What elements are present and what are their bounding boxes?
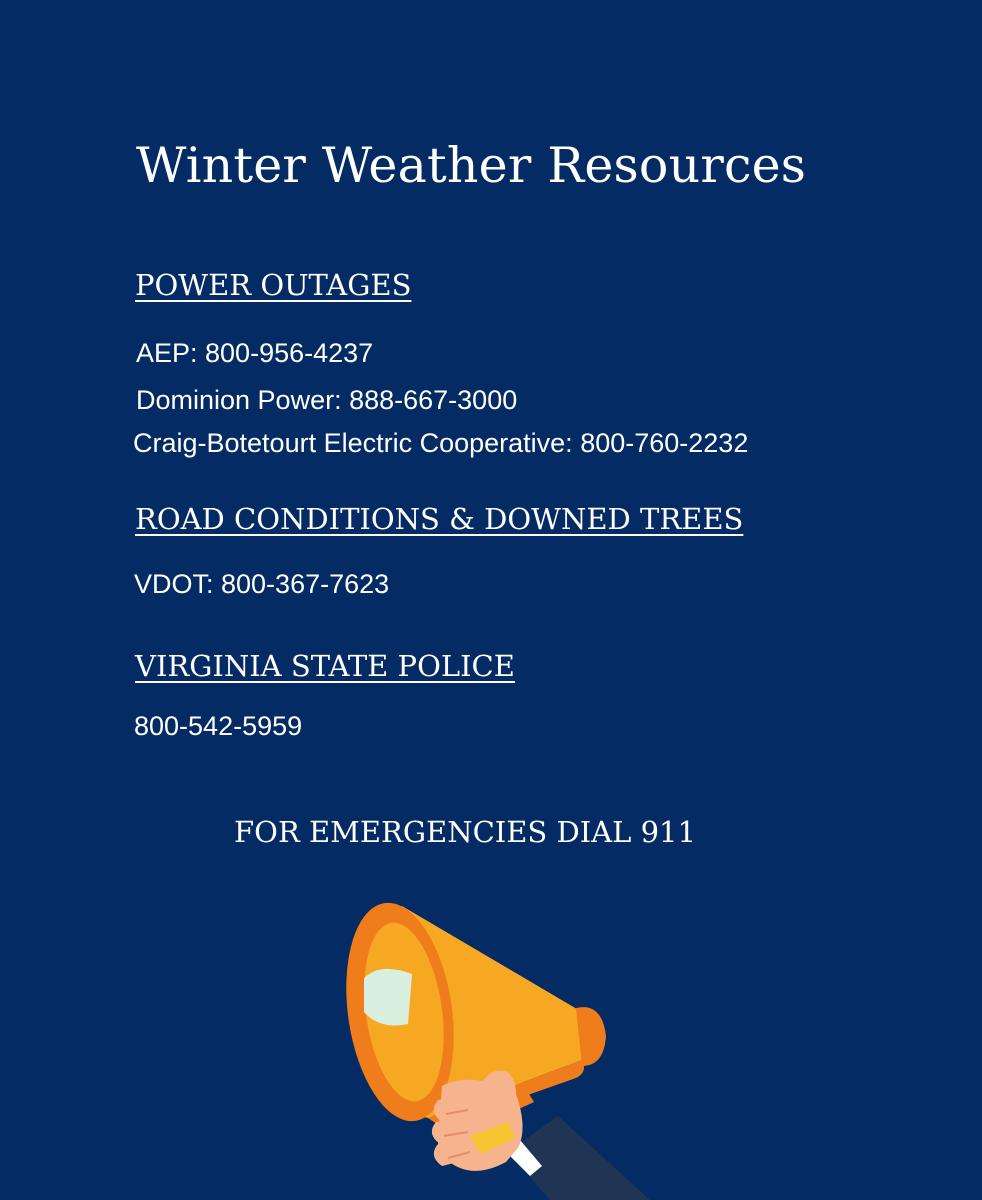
contact-line-state-police: 800-542-5959 <box>134 711 303 741</box>
contact-line-vdot: VDOT: 800-367-7623 <box>134 569 390 599</box>
megaphone-in-hand-icon <box>320 890 700 1200</box>
page-title: Winter Weather Resources <box>136 137 807 194</box>
section-heading-road-conditions: ROAD CONDITIONS & DOWNED TREES <box>135 502 744 536</box>
section-heading-power-outages: POWER OUTAGES <box>135 268 412 302</box>
contact-line-aep: AEP: 800-956-4237 <box>136 338 374 368</box>
contact-line-dominion: Dominion Power: 888-667-3000 <box>136 385 518 415</box>
emergency-notice: FOR EMERGENCIES DIAL 911 <box>234 815 696 849</box>
contact-line-craig-botetourt: Craig-Botetourt Electric Cooperative: 800-760-2232 <box>133 428 749 458</box>
section-heading-state-police: VIRGINIA STATE POLICE <box>135 649 515 683</box>
